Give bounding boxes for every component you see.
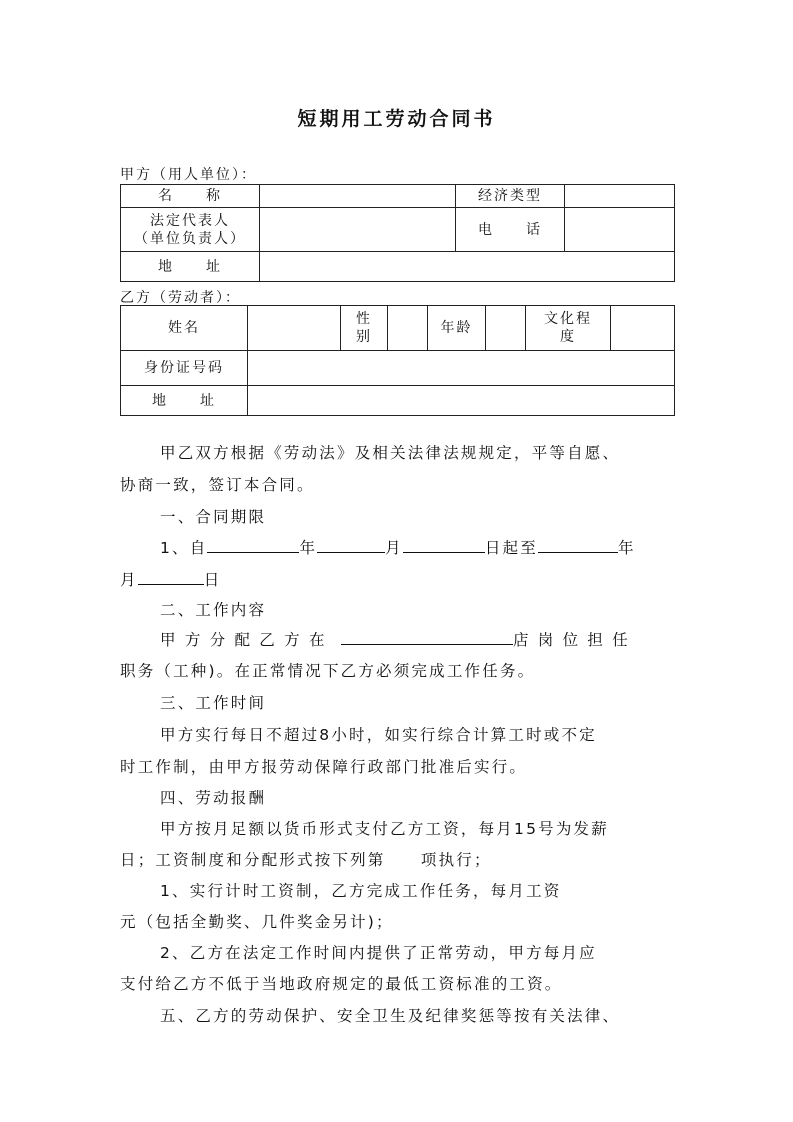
gender-field[interactable] [388, 306, 428, 351]
phone-label: 电 话 [456, 208, 565, 252]
document-title: 短期用工劳动合同书 [297, 108, 496, 130]
hours-line-2: 时工作制，由甲方报劳动保障行政部门批准后实行。 [120, 758, 528, 776]
party-a-heading: 甲方（用人单位）： [120, 167, 257, 183]
start-month-blank[interactable] [317, 538, 385, 553]
term-line-2: 月 日 [120, 571, 222, 589]
education-field[interactable] [611, 306, 675, 351]
work-line-2: 职务（工种)。在正常情况下乙方必须完成工作任务。 [120, 662, 536, 680]
phone-field[interactable] [565, 208, 675, 252]
start-day-blank[interactable] [403, 538, 485, 553]
pay-item-2-line-2: 支付给乙方不低于当地政府规定的最低工资标准的工资。 [120, 975, 563, 993]
section-5-line-1: 五、乙方的劳动保护、安全卫生及纪律奖惩等按有关法律、 [160, 1007, 621, 1025]
address-label: 地 址 [121, 252, 260, 282]
pay-item-2-line-1: 2、乙方在法定工作时间内提供了正常劳动，甲方每月应 [160, 944, 597, 962]
legal-rep-label: 法定代表人 （单位负责人） [121, 208, 260, 252]
gender-label: 性 别 [341, 306, 388, 351]
b-address-label: 地 址 [121, 386, 248, 416]
b-name-field[interactable] [248, 306, 341, 351]
section-3-title: 三、工作时间 [160, 694, 267, 712]
pay-item-1-line-2: 元（包括全勤奖、几件奖金另计)； [120, 913, 394, 931]
pay-line-1: 甲方按月足额以货币形式支付乙方工资，每月15号为发薪 [160, 820, 609, 838]
intro-line-1: 甲乙双方根据《劳动法》及相关法律法规规定，平等自愿、 [160, 444, 621, 462]
pay-line-2: 日；工资制度和分配形式按下列第 项执行； [120, 851, 492, 869]
econ-type-label: 经济类型 [456, 185, 565, 208]
intro-line-2: 协商一致，签订本合同。 [120, 476, 315, 494]
id-number-label: 身份证号码 [121, 351, 248, 386]
name-field[interactable] [260, 185, 456, 208]
education-label: 文化程 度 [526, 306, 611, 351]
id-number-field[interactable] [248, 351, 675, 386]
party-a-table [120, 184, 675, 282]
end-year-blank[interactable] [538, 538, 618, 553]
section-4-title: 四、劳动报酬 [160, 789, 267, 807]
b-address-field[interactable] [248, 386, 675, 416]
party-b-table [120, 305, 675, 416]
term-line-1: 1、自 年 月 日起至 年 [160, 539, 636, 557]
address-field[interactable] [260, 252, 675, 282]
name-label: 名 称 [121, 185, 260, 208]
hours-line-1: 甲方实行每日不超过8小时，如实行综合计算工时或不定 [160, 726, 597, 744]
pay-item-1-line-1: 1、实行计时工资制，乙方完成工作任务，每月工资 [160, 882, 562, 900]
age-field[interactable] [486, 306, 526, 351]
start-year-blank[interactable] [207, 538, 299, 553]
section-2-title: 二、工作内容 [160, 601, 267, 619]
econ-type-field[interactable] [565, 185, 675, 208]
section-1-title: 一、合同期限 [160, 508, 267, 526]
legal-rep-field[interactable] [260, 208, 456, 252]
age-label: 年龄 [428, 306, 486, 351]
b-name-label: 姓名 [121, 306, 248, 351]
end-month-blank[interactable] [138, 570, 204, 585]
store-blank[interactable] [341, 630, 513, 645]
work-line-1: 甲 方 分 配 乙 方 在 店 岗 位 担 任 [160, 631, 630, 649]
party-b-heading: 乙方（劳动者）： [120, 290, 241, 306]
